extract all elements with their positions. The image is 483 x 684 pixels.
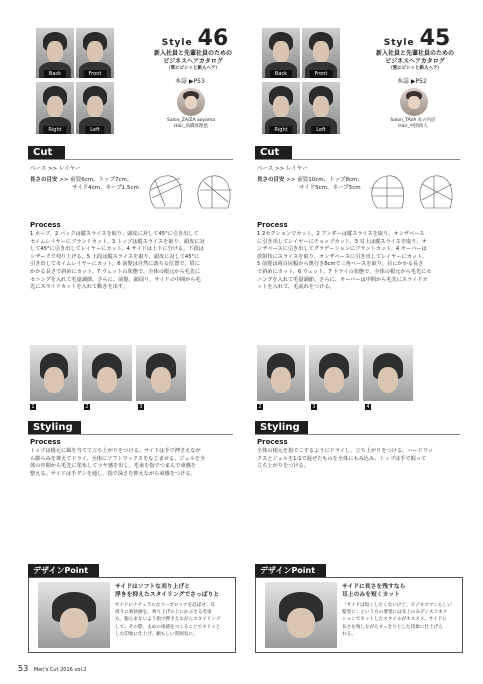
left-design-line: も、膨らまないよう指で押さえながらスタイリング: [115, 617, 221, 623]
left-styling-line: ら膨らみを抑えてドライ。全体にソフトワックスをなじませる。ジェルを全: [30, 455, 206, 462]
right-step-photo-4: [363, 345, 413, 401]
left-styling-line: トップは根元に風を当てて立ち上がりをつける。サイドは手で押さえなが: [30, 448, 201, 454]
left-styling-line: 体の中間から毛先に塗布してツヤ感を出し、毛束を指でつまんで束感を: [30, 463, 197, 470]
right-tag-right: Right: [269, 126, 292, 134]
left-stylist-photo: [177, 88, 205, 116]
left-photo-front: [76, 28, 114, 78]
right-salon-name: Salon_TAVA 丸の内店: [390, 118, 436, 123]
left-process-line: シザーズで刈り上げる。5 上段は縦スライスを取り、頭皮に対して45°に: [30, 253, 200, 260]
right-styling-bar: Styling: [255, 421, 308, 435]
left-tag-back: Back: [44, 70, 66, 78]
left-cut-bar: Cut: [28, 146, 65, 160]
right-step-number: 2: [258, 404, 262, 410]
left-process-text: [30, 231, 240, 292]
left-length-line2: サイド4cm、ネープ1.5cm: [72, 184, 139, 191]
right-cut-diagram: [362, 170, 462, 215]
right-subtitle: [365, 50, 465, 72]
right-design-bar: デザインPoint: [255, 564, 326, 577]
left-styling-bar: Styling: [28, 421, 81, 435]
right-design-line: 「サイドは短くしたくないけど、ビジネスマンらしい: [342, 603, 452, 608]
left-style-number: 46: [197, 26, 229, 51]
left-design-headline2: 浮きを抑えたスタイリングでさっぱりと: [115, 591, 220, 598]
right-design-line: ションでカットしたスタイルがオススメ。サイドに: [342, 617, 447, 623]
right-cut-rule: [255, 159, 460, 160]
left-subtitle-line2: ビジネスヘアカタログ: [163, 58, 223, 65]
right-style-header: [372, 28, 462, 50]
left-process-title: Process: [30, 221, 61, 229]
right-process-line: 5 前髪は両目尻幅から奥行き8cmで三角ベースを取り、目にかかる長さ: [257, 261, 424, 268]
left-style-label: Style: [161, 38, 193, 48]
right-styling-process-title: Process: [257, 438, 288, 446]
left-subtitle: [143, 50, 243, 72]
right-design-line: 長さを残しながらすっきりとした印象に仕上げら: [342, 624, 443, 630]
right-tag-left: Left: [311, 126, 330, 134]
right-design-headline1: サイドに長さを残すなら: [342, 584, 406, 590]
right-process-line: 1 2セクションでカット。2 アンダーは縦スライスを取り、オンザベース: [257, 231, 425, 237]
right-tag-front: Front: [310, 70, 333, 78]
right-step-number: 3: [312, 404, 316, 410]
left-step-number: 3: [139, 404, 143, 410]
left-design-headline1: サイドはソフトな刈り上げと: [115, 584, 190, 590]
right-process-line: ットを入れて、毛流れをつける。: [257, 284, 335, 291]
left-photo-back: [36, 28, 74, 78]
left-tag-left: Left: [85, 126, 104, 134]
left-styling-process-title: Process: [30, 438, 61, 446]
right-subtitle-line2: ビジネスヘアカタログ: [385, 58, 445, 65]
right-design-line: れる。: [342, 631, 356, 637]
left-design-line: サイドにナチュラルなツーブロックを忍ばせ、耳: [115, 603, 216, 608]
left-cut-rule: [28, 159, 233, 160]
left-design-photo: [38, 582, 110, 648]
left-step-photo-2: [82, 345, 132, 401]
left-cut-diagram: [140, 170, 240, 215]
left-photo-right: [36, 82, 74, 134]
right-subtitle-line3: （常にピシッと新人ヘア）: [388, 66, 442, 71]
left-subtitle-line3: （常にピシッと新人ヘア）: [166, 66, 220, 71]
left-salon-name: Salon_ZA/ZA aoyama: [166, 118, 216, 123]
right-step-photo-3: [309, 345, 359, 401]
right-design-headline: [342, 584, 460, 599]
right-hair-name: Hair_中園貴人: [398, 124, 428, 129]
right-process-line: で斜めにカット。6 ウェット。7 ドライの状態で、全体の根元から毛先にセ: [257, 268, 432, 275]
left-subtitle-line1: 新入社員と先輩社員のための: [153, 50, 232, 57]
right-stylist-photo: [400, 88, 428, 116]
left-tag-right: Right: [43, 126, 66, 134]
left-step-number: 1: [31, 404, 35, 410]
right-styling-rule: [255, 434, 460, 435]
magazine-name: Men's Cut 2016 vol.2: [33, 667, 87, 673]
left-process-line: 1 ネープ。2 バックは縦スライスを取り、頭皮に対して45°に引き出して: [30, 231, 199, 237]
left-photo-left: [76, 82, 114, 134]
right-subtitle-line1: 新入社員と先輩社員のための: [375, 50, 454, 57]
left-process-line: 先にスライドカットを入れて動きを出す。: [30, 284, 128, 291]
left-price: 本誌 ▶P53: [175, 78, 205, 85]
right-base: ベース >> レイヤー: [257, 166, 308, 172]
right-length-label: 長さの目安: [257, 177, 285, 183]
left-styling-rule: [28, 434, 233, 435]
left-length-line1: >> 前髪6cm、トップ7cm、: [59, 177, 133, 183]
right-photo-right: [262, 82, 300, 134]
left-process-line: かかる長さで斜めにカット。7 ウェットの状態で、全体の根元から毛先に: [30, 268, 201, 275]
right-styling-line: 全体の根元を指でこするようにドライし、立ち上がりをつける。ハードワッ: [257, 448, 433, 454]
left-process-line: して45°に引き出してレイヤーにカット。4 サイドは上下に分ける。下段は: [30, 246, 204, 253]
right-process-line: 放射状にスライスを取り、オンザベースに引き出してレイヤーにカット。: [257, 253, 427, 260]
right-step-photo-2: [257, 345, 305, 401]
right-step-number: 4: [366, 404, 370, 410]
right-process-line: ニングを入れて毛量調節。さらに、オーバーは中間から毛先にスライドカ: [257, 276, 428, 283]
page-number: 53: [18, 664, 29, 673]
left-styling-text: [30, 448, 240, 478]
right-price: 本誌 ▶P52: [397, 78, 427, 85]
left-salon: [150, 118, 232, 130]
left-design-bar: デザインPoint: [28, 564, 99, 577]
right-style-number: 45: [419, 26, 451, 51]
right-process-title: Process: [257, 221, 288, 229]
left-base: ベース >> レイヤー: [30, 166, 81, 172]
left-styling-line: 整える。サイドは手グシを通し、指で深さを抑えながら束感をつける。: [30, 470, 196, 477]
footer: [18, 664, 87, 673]
left-design-line: した印象に仕上げ、頼もしい雰囲気に。: [115, 631, 198, 637]
left-hair-name: Hair_高橋真理恵: [174, 124, 208, 129]
left-process-line: セニングを入れて毛量調節。さらに、前髪、顔周り、サイドの中間から毛: [30, 276, 201, 283]
right-styling-line: 立ち上がりをつける。: [257, 463, 309, 470]
right-process-line: ンザベースに引き出してグラデーションにブラントカット。4 オーバーは: [257, 246, 427, 253]
left-design-headline: [115, 584, 233, 599]
right-design-line: 髪型に」という方の要望には耳上のみディスコネク: [342, 610, 448, 616]
left-design-line: して。その際、太めの束感をつくることでキリッと: [115, 624, 221, 630]
right-process-line: に引き出してレイヤーにチョップカット。3 耳上は縦スライスを取り、オ: [257, 238, 427, 245]
right-length: [257, 177, 363, 192]
left-style-header: [150, 28, 240, 50]
right-photo-left: [302, 82, 340, 134]
left-length: [30, 177, 139, 192]
left-step-photo-1: [30, 345, 78, 401]
left-design-text: [115, 602, 233, 638]
right-photo-front: [302, 28, 340, 78]
right-styling-text: [257, 448, 467, 471]
right-photo-back: [262, 28, 300, 78]
right-styling-line: クスとジェルを1:1で混ぜたものを全体にもみ込み、トップは手で握って: [257, 455, 427, 462]
right-process-text: [257, 231, 467, 292]
left-design-line: 周りに爽快感を。刈り上げの上にかぶさる毛束: [115, 610, 212, 616]
left-step-photo-3: [136, 345, 186, 401]
right-design-photo: [265, 582, 337, 648]
right-design-text: [342, 602, 460, 638]
left-step-number: 2: [85, 404, 89, 410]
right-length-line2: サイド5cm、ネープ5cm: [299, 184, 361, 191]
left-tag-front: Front: [84, 70, 107, 78]
right-design-headline2: 耳上のみを短くカット: [342, 591, 400, 598]
right-length-line1: >> 前髪10cm、トップ8cm、: [286, 177, 363, 183]
left-process-line: 引き出してセイムレイヤーにカット。6 前髪は自然に落ちる位置で、眉に: [30, 261, 200, 268]
right-tag-back: Back: [270, 70, 292, 78]
right-style-label: Style: [383, 38, 415, 48]
right-cut-bar: Cut: [255, 146, 292, 160]
left-length-label: 長さの目安: [30, 177, 58, 183]
right-salon: [372, 118, 454, 130]
left-process-line: セイムレイヤーにブラントカット。3 トップは縦スライスを取り、頭皮に対: [30, 238, 205, 245]
